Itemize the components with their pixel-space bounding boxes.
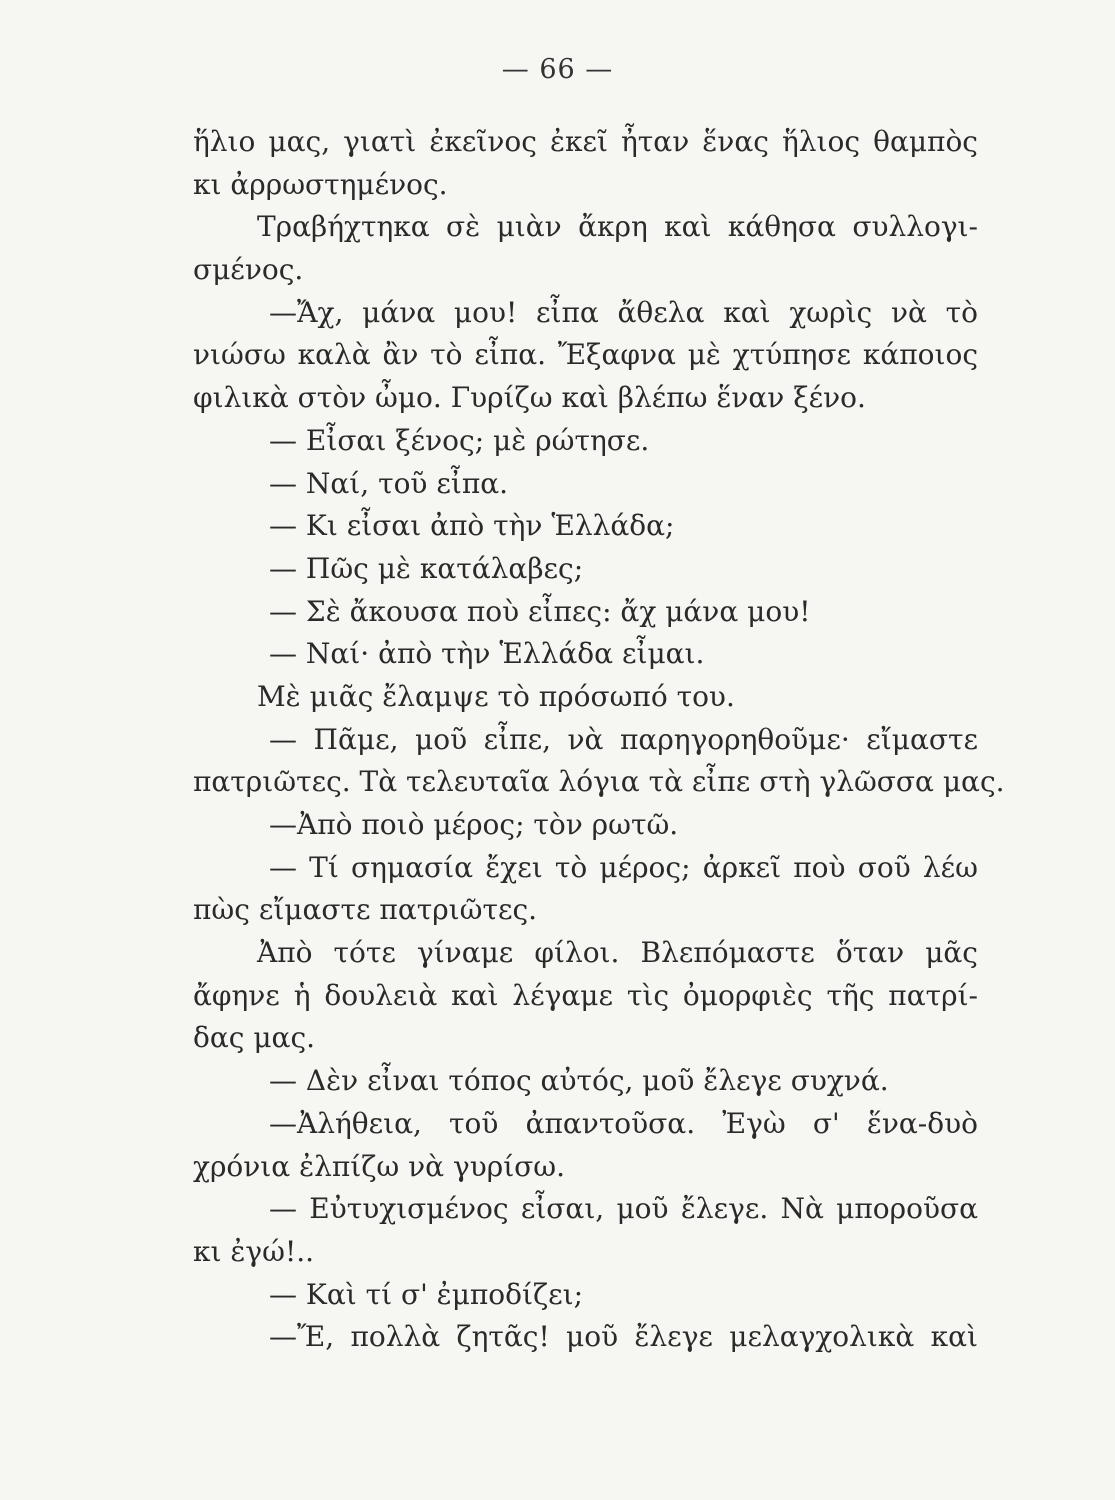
text-line: Τραβήχτηκα σὲ μιὰν ἄκρη καὶ κάθησα συλλογι- bbox=[257, 210, 978, 244]
text-line: ἄφηνε ἡ δουλειὰ καὶ λέγαμε τὶς ὀμορφιὲς τῆς πατρί- bbox=[193, 978, 978, 1012]
text-line: — Ναί· ἀπὸ τὴν Ἑλλάδα εἶμαι. bbox=[269, 637, 705, 671]
text-line: — Καὶ τί σ' ἐμποδίζει; bbox=[269, 1277, 584, 1311]
text-line: ἥλιο μας, γιατὶ ἐκεῖνος ἐκεῖ ἦταν ἕνας ἥλιος θαμπὸς bbox=[193, 125, 978, 158]
text-line: —Ἄχ, μάνα μου! εἶπα ἄθελα καὶ χωρὶς νὰ τὸ bbox=[269, 295, 978, 329]
text-line: — Εὐτυχισμένος εἶσαι, μοῦ ἔλεγε. Νὰ μποροῦσα bbox=[269, 1192, 978, 1226]
text-line: — Πῶς μὲ κατάλαβες; bbox=[269, 551, 584, 585]
text-line: Μὲ μιᾶς ἔλαμψε τὸ πρόσωπό του. bbox=[257, 679, 735, 713]
text-line: —Ἀπὸ ποιὸ μέρος; τὸν ρωτῶ. bbox=[269, 808, 679, 841]
text-line: — Ναί, τοῦ εἶπα. bbox=[269, 466, 509, 500]
text-line: — Δὲν εἶναι τόπος αὐτός, μοῦ ἔλεγε συχνά. bbox=[269, 1064, 889, 1098]
text-line: — Κι εἶσαι ἀπὸ τὴν Ἑλλάδα; bbox=[269, 509, 675, 543]
text-line: χρόνια ἐλπίζω νὰ γυρίσω. bbox=[193, 1149, 566, 1183]
text-line: πατριῶτες. Τὰ τελευταῖα λόγια τὰ εἶπε στὴ γλῶσσα μας. bbox=[193, 765, 1005, 799]
text-line: σμένος. bbox=[193, 253, 304, 287]
text-line: — Τί σημασία ἔχει τὸ μέρος; ἀρκεῖ ποὺ σοῦ λέω bbox=[269, 850, 978, 884]
page-number: — 66 — bbox=[501, 54, 614, 85]
text-line: κι ἀρρωστημένος. bbox=[193, 167, 448, 201]
body-text bbox=[193, 121, 1005, 1359]
text-line: δας μας. bbox=[193, 1021, 316, 1055]
text-line: νιώσω καλὰ ἂν τὸ εἶπα. Ἔξαφνα μὲ χτύπησε κάποιος bbox=[193, 338, 978, 372]
text-line: Ἀπὸ τότε γίναμε φίλοι. Βλεπόμαστε ὅταν μᾶς bbox=[257, 936, 978, 970]
text-line: κι ἐγώ!.. bbox=[193, 1234, 315, 1268]
text-line: φιλικὰ στὸν ὦμο. Γυρίζω καὶ βλέπω ἕναν ξένο. bbox=[193, 381, 866, 415]
text-line: —Ἀλήθεια, τοῦ ἀπαντοῦσα. Ἐγὼ σ' ἕνα-δυὸ bbox=[269, 1106, 978, 1140]
text-line: —Ἔ, πολλὰ ζητᾶς! μοῦ ἔλεγε μελαγχολικὰ καὶ bbox=[269, 1320, 978, 1354]
text-line: — Σὲ ἄκουσα ποὺ εἶπες: ἄχ μάνα μου! bbox=[269, 594, 811, 628]
text-line: — Εἶσαι ξένος; μὲ ρώτησε. bbox=[269, 423, 650, 457]
text-line: πὼς εἴμαστε πατριῶτες. bbox=[193, 893, 538, 927]
text-line: — Πᾶμε, μοῦ εἶπε, νὰ παρηγορηθοῦμε· εἴμαστε bbox=[269, 722, 978, 756]
